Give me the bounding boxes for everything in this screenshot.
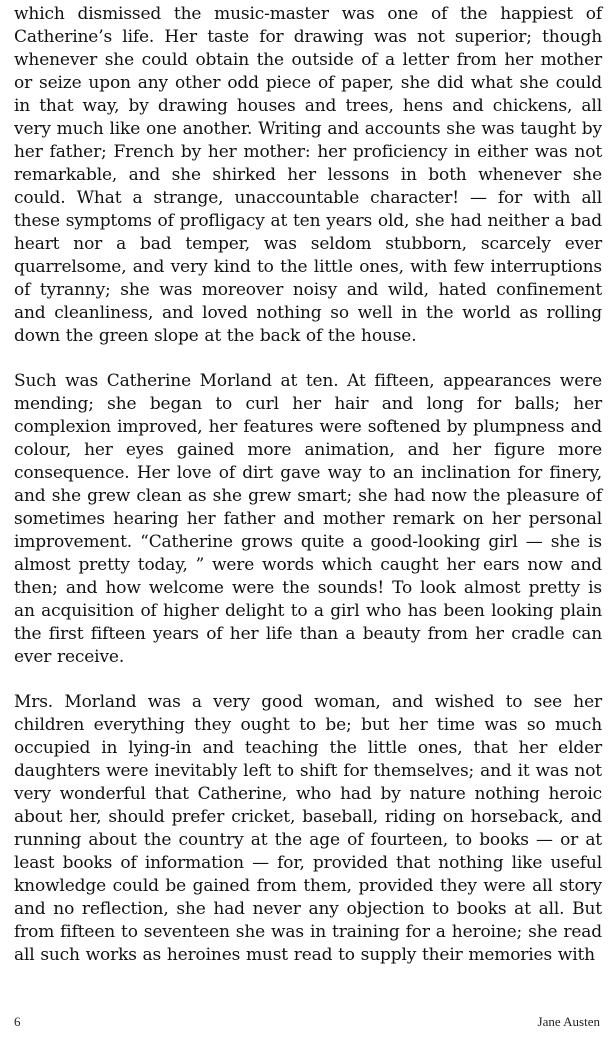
- page-footer: [14, 1014, 600, 1034]
- paragraph-2: Such was Catherine Morland at ten. At fifteen, appearances were mending; she began to curl her hair and long for balls; her complexion improved, her features were softened by plumpness and colour, her eyes gained more animation, and her figure more consequence. Her love of dirt gave way to an inclination for finery, and she grew clean as she grew smart; she had now the pleasure of sometimes hearing her father and mother remark on her personal improvement. “Catherine grows quite a good-looking girl — she is almost pretty today, ” were words which caught her ears now and then; and how welcome were the sounds! To look almost pretty is an acquisition of higher delight to a girl who has been looking plain the first fifteen years of her life than a beauty from her cradle can ever receive.: [14, 371, 602, 667]
- page-number: 6: [14, 1014, 21, 1029]
- body-text: [14, 3, 602, 989]
- paragraph-3: Mrs. Morland was a very good woman, and wished to see her children everything they ought to be; but her time was so much occupied in lying-in and teaching the little ones, that her elder daughters were inevitably left to shift for themselves; and it was not very wonderful that Catherine, who had by nature nothing heroic about her, should prefer cricket, baseball, riding on horseback, and running about the country at the age of fourteen, to books — or at least books of information — for, provided that nothing like useful knowledge could be gained from them, provided they were all story and no reflection, she had never any objection to books at all. But from fifteen to seventeen she was in training for a heroine; she read all such works as heroines must read to supply their memories with: [14, 692, 602, 965]
- running-footer-author: Jane Austen: [537, 1014, 600, 1029]
- paragraph-1: which dismissed the music-master was one of the happiest of Catherine’s life. Her taste for drawing was not superior; though whenever she could obtain the outside of a letter from her mother or seize upon any other odd piece of paper, she did what she could in that way, by drawing houses and trees, hens and chickens, all very much like one another. Writing and accounts she was taught by her father; French by her mother: her proficiency in either was not remarkable, and she shirked her lessons in both whenever she could. What a strange, unaccountable character! — for with all these symptoms of profligacy at ten years old, she had neither a bad heart nor a bad temper, was seldom stubborn, scarcely ever quarrelsome, and very kind to the little ones, with few interruptions of tyranny; she was moreover noisy and wild, hated confinement and cleanliness, and loved nothing so well in the world as rolling down the green slope at the back of the house.: [14, 4, 602, 346]
